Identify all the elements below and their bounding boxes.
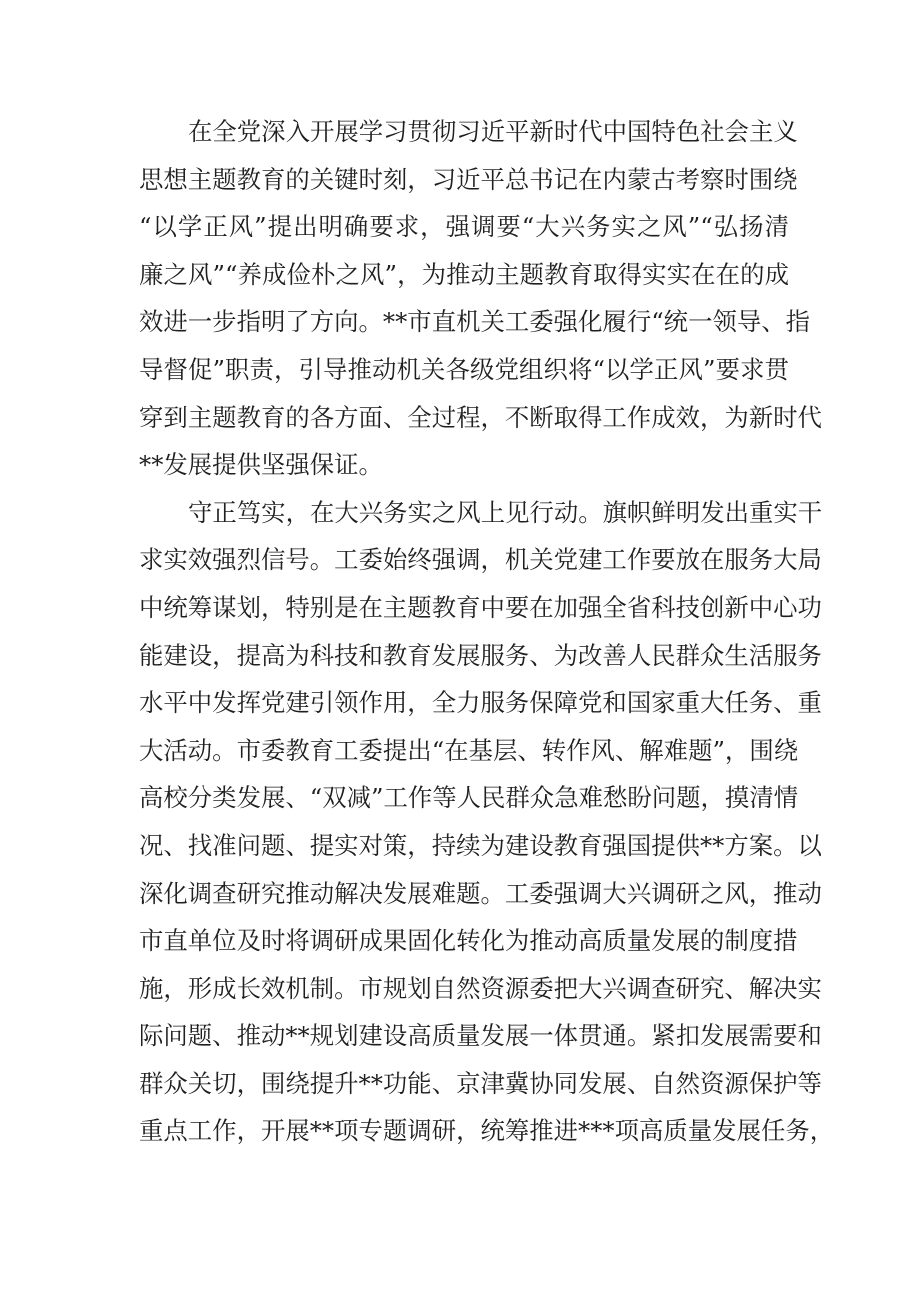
text-line: 大活动。市委教育工委提出“在基层、转作风、解难题”，围绕 [139,735,799,765]
text-line: 守正笃实，在大兴务实之风上见行动。旗帜鲜明发出重实干 [188,497,823,527]
document-body [139,108,835,1155]
text-line: 效进一步指明了方向。**市直机关工委强化履行“统一领导、指 [139,307,811,337]
paragraph-intro [139,108,822,489]
text-line: 中统筹谋划，特别是在主题教育中要在加强全省科技创新中心功 [139,592,822,622]
text-line: 深化调查研究推动解决发展难题。工委强调大兴调研之风，推动 [139,878,822,908]
text-line: 群众关切，围绕提升**功能、京津冀协同发展、自然资源保护等 [139,1068,822,1098]
paragraph-practical-style [139,489,835,1155]
text-line: 水平中发挥党建引领作用，全力服务保障党和国家重大任务、重 [139,688,822,718]
text-line: 思想主题教育的关键时刻，习近平总书记在内蒙古考察时围绕 [139,164,798,194]
text-line: 市直单位及时将调研成果固化转化为推动高质量发展的制度措 [139,926,798,956]
text-line: 求实效强烈信号。工委始终强调，机关党建工作要放在服务大局 [139,545,822,575]
text-line: 穿到主题教育的各方面、全过程，不断取得工作成效，为新时代 [139,402,822,432]
text-line: 高校分类发展、“双减”工作等人民群众急难愁盼问题，摸清情 [139,783,799,813]
text-line: **发展提供坚强保证。 [139,450,383,480]
text-line: 在全党深入开展学习贯彻习近平新时代中国特色社会主义 [188,117,798,146]
text-line: 廉之风”“养成俭朴之风”，为推动主题教育取得实实在在的成 [139,259,789,289]
text-line: “以学正风”提出明确要求，强调要“大兴务实之风”“弘扬清 [139,212,789,242]
text-line: 际问题、推动**规划建设高质量发展一体贯通。紧扣发展需要和 [139,1021,822,1051]
text-line: 施，形成长效机制。市规划自然资源委把大兴调查研究、解决实 [139,973,822,1003]
text-line: 能建设，提高为科技和教育发展服务、为改善人民群众生活服务 [139,640,822,670]
text-line: 导督促”职责，引导推动机关各级党组织将“以学正风”要求贯 [139,354,789,384]
text-line: 重点工作，开展**项专题调研，统筹推进***项高质量发展任务， [139,1116,835,1146]
text-line: 况、找准问题、提实对策，持续为建设教育强国提供**方案。以 [139,830,822,860]
